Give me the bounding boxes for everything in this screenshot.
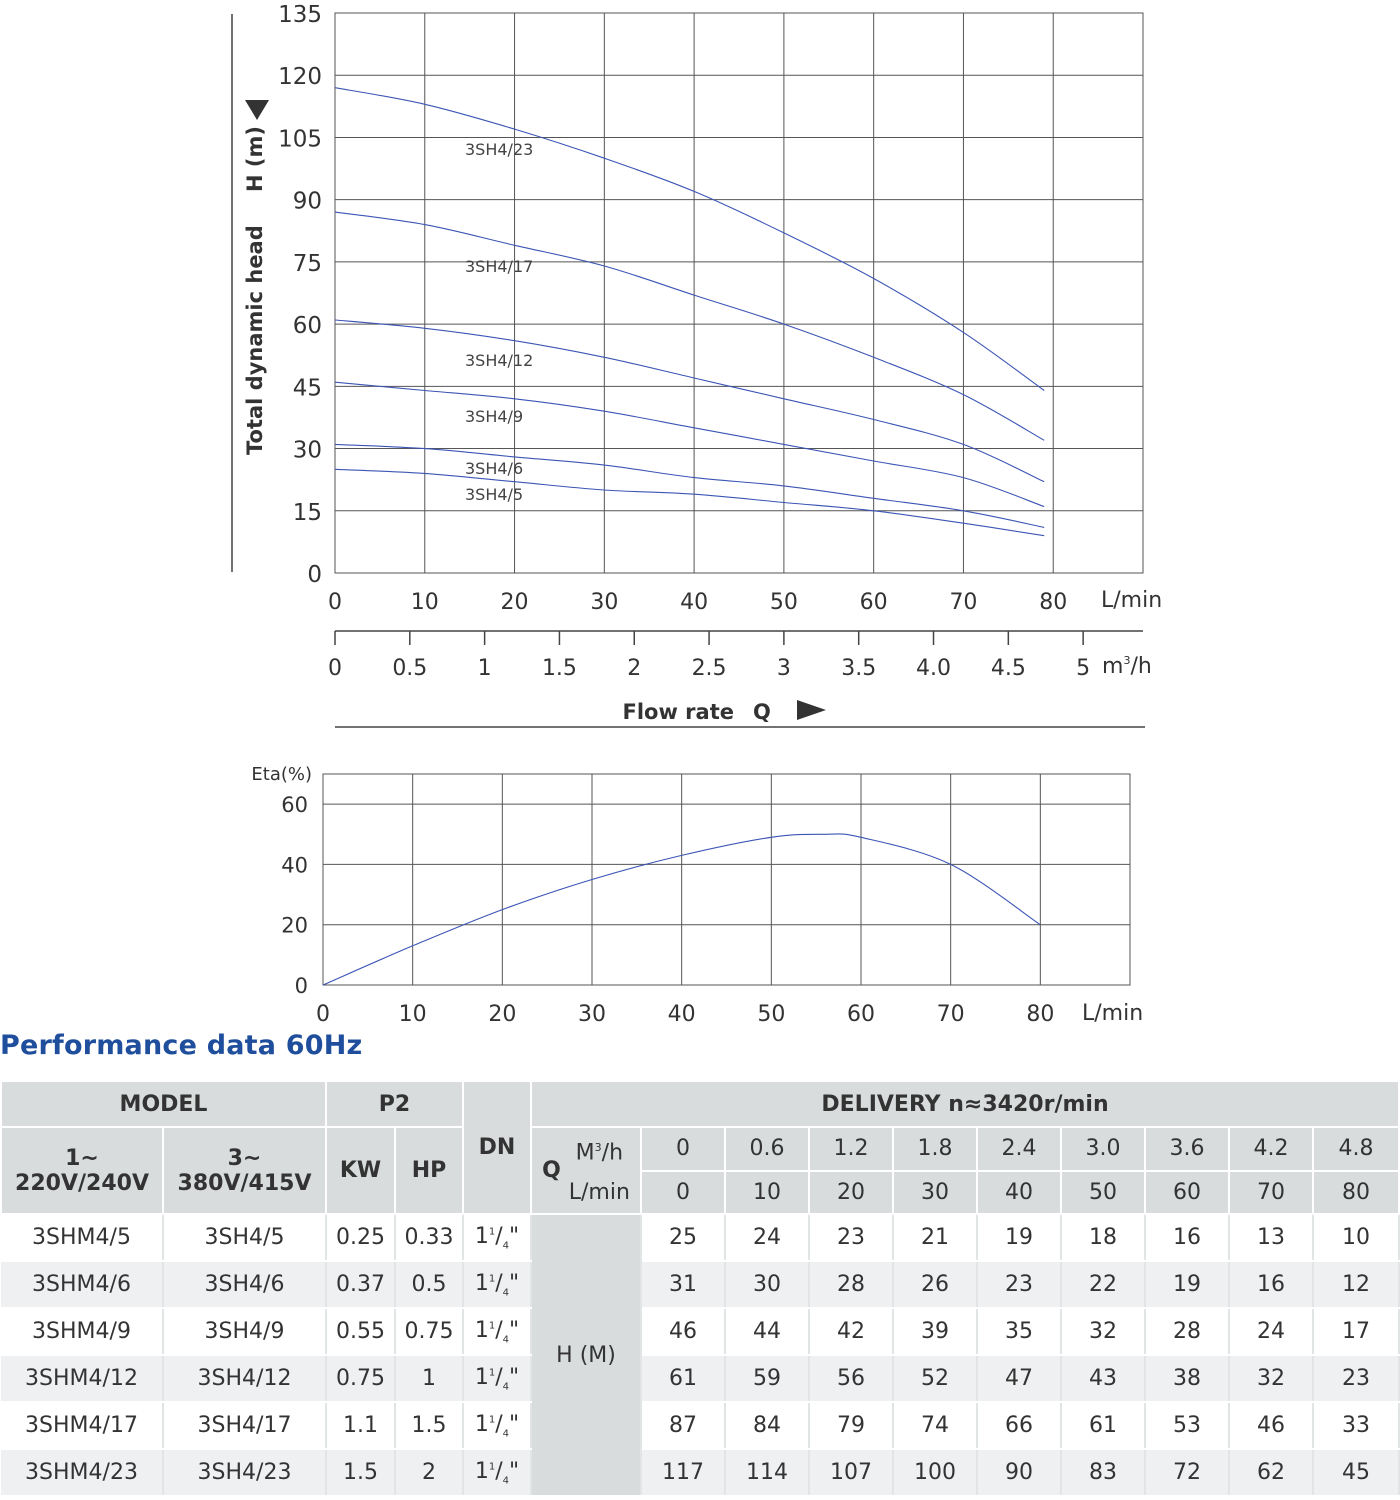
dn-cell: $1^1/_4$" xyxy=(463,1355,531,1402)
flow-m3h-cell: 2.4 xyxy=(977,1127,1061,1171)
flow-lmin-cell: 50 xyxy=(1061,1171,1145,1215)
flow-m3h-tick-label: 3.5 xyxy=(841,656,877,681)
head-curve-3 xyxy=(335,382,1044,506)
flow-m3h-tick-label: 1.5 xyxy=(541,656,577,681)
table-row xyxy=(1,1308,1399,1355)
head-value-cell: 43 xyxy=(1061,1355,1145,1402)
head-value-cell: 72 xyxy=(1145,1449,1229,1496)
model-three-phase-cell: 3SH4/17 xyxy=(163,1402,326,1449)
head-value-cell: 117 xyxy=(641,1449,725,1496)
head-y-tick-label: 60 xyxy=(292,313,322,340)
flow-m3h-cell: 3.0 xyxy=(1061,1127,1145,1171)
flow-m3h-cell: 0.6 xyxy=(725,1127,809,1171)
dn-cell: $1^1/_4$" xyxy=(463,1308,531,1355)
hp-cell: 0.75 xyxy=(395,1308,463,1355)
header-p2: P2 xyxy=(326,1081,463,1127)
head-value-cell: 62 xyxy=(1229,1449,1313,1496)
kw-cell: 0.75 xyxy=(326,1355,395,1402)
head-y-tick-label: 15 xyxy=(292,499,322,526)
flow-m3h-tick-label: 0 xyxy=(328,656,342,681)
performance-title: Performance data 60Hz xyxy=(0,1030,363,1061)
head-value-cell: 10 xyxy=(1313,1214,1399,1261)
eta-y-tick-label: 20 xyxy=(281,913,308,938)
head-x-tick-label: 10 xyxy=(410,590,439,615)
model-single-phase-cell: 3SHM4/23 xyxy=(1,1449,163,1496)
dn-cell: $1^1/_4$" xyxy=(463,1214,531,1261)
head-curve-2 xyxy=(335,320,1044,482)
head-value-cell: 33 xyxy=(1313,1402,1399,1449)
header-dn: DN xyxy=(463,1081,531,1214)
head-value-cell: 28 xyxy=(809,1261,893,1308)
head-x-tick-label: 50 xyxy=(769,590,798,615)
head-value-cell: 23 xyxy=(977,1261,1061,1308)
head-value-cell: 47 xyxy=(977,1355,1061,1402)
kw-cell: 0.37 xyxy=(326,1261,395,1308)
head-value-cell: 24 xyxy=(1229,1308,1313,1355)
flow-m3h-tick-label: 4.5 xyxy=(990,656,1026,681)
table-row xyxy=(1,1261,1399,1308)
head-value-cell: 84 xyxy=(725,1402,809,1449)
head-value-cell: 114 xyxy=(725,1449,809,1496)
head-y-tick-label: 105 xyxy=(278,126,322,153)
head-value-cell: 19 xyxy=(977,1214,1061,1261)
head-value-cell: 30 xyxy=(725,1261,809,1308)
head-curve-label: 3SH4/17 xyxy=(465,257,534,276)
head-value-cell: 61 xyxy=(641,1355,725,1402)
head-value-cell: 24 xyxy=(725,1214,809,1261)
head-value-cell: 21 xyxy=(893,1214,977,1261)
flow-m3h-cell: 0 xyxy=(641,1127,725,1171)
head-x-tick-label: 80 xyxy=(1039,590,1068,615)
flow-lmin-cell: 70 xyxy=(1229,1171,1313,1215)
head-x-tick-label: 20 xyxy=(500,590,529,615)
eta-x-tick-label: 40 xyxy=(667,1002,696,1027)
table-row xyxy=(1,1355,1399,1402)
head-value-cell: 66 xyxy=(977,1402,1061,1449)
head-value-cell: 107 xyxy=(809,1449,893,1496)
flow-m3h-tick-label: 2 xyxy=(627,656,642,681)
head-value-cell: 19 xyxy=(1145,1261,1229,1308)
head-curve-label: 3SH4/6 xyxy=(465,459,524,478)
flow-m3h-cell: 1.8 xyxy=(893,1127,977,1171)
head-value-cell: 83 xyxy=(1061,1449,1145,1496)
hp-cell: 2 xyxy=(395,1449,463,1496)
eta-x-unit: L/min xyxy=(1082,1001,1144,1026)
head-curve-4 xyxy=(335,444,1044,527)
head-unit-cell: H (M) xyxy=(531,1214,641,1496)
model-three-phase-cell: 3SH4/23 xyxy=(163,1449,326,1496)
head-value-cell: 23 xyxy=(1313,1355,1399,1402)
header-hp: HP xyxy=(395,1127,463,1214)
eta-chart-frame xyxy=(323,774,1130,985)
head-chart-frame xyxy=(335,13,1143,573)
head-value-cell: 13 xyxy=(1229,1214,1313,1261)
hp-cell: 1 xyxy=(395,1355,463,1402)
flow-m3h-cell: 1.2 xyxy=(809,1127,893,1171)
head-x-tick-label: 0 xyxy=(328,590,342,615)
head-value-cell: 35 xyxy=(977,1308,1061,1355)
head-value-cell: 32 xyxy=(1061,1308,1145,1355)
model-single-phase-cell: 3SHM4/12 xyxy=(1,1355,163,1402)
hp-cell: 1.5 xyxy=(395,1402,463,1449)
eta-x-tick-label: 60 xyxy=(847,1002,875,1027)
model-single-phase-cell: 3SHM4/6 xyxy=(1,1261,163,1308)
flow-lmin-cell: 30 xyxy=(893,1171,977,1215)
flow-arrow-icon xyxy=(797,700,826,720)
head-y-arrow-icon xyxy=(245,100,269,120)
flow-lmin-cell: 80 xyxy=(1313,1171,1399,1215)
kw-cell: 1.5 xyxy=(326,1449,395,1496)
head-curve-label: 3SH4/23 xyxy=(465,140,534,159)
head-value-cell: 46 xyxy=(1229,1402,1313,1449)
flow-m3h-tick-label: 0.5 xyxy=(392,656,428,681)
model-single-phase-cell: 3SHM4/5 xyxy=(1,1214,163,1261)
flow-lmin-cell: 0 xyxy=(641,1171,725,1215)
head-y-tick-label: 30 xyxy=(292,437,322,464)
header-single-phase: 1~ 220V/240V xyxy=(1,1127,163,1214)
head-value-cell: 25 xyxy=(641,1214,725,1261)
head-curve-label: 3SH4/9 xyxy=(465,407,524,426)
head-value-cell: 18 xyxy=(1061,1214,1145,1261)
head-value-cell: 46 xyxy=(641,1308,725,1355)
head-value-cell: 32 xyxy=(1229,1355,1313,1402)
eta-x-tick-label: 80 xyxy=(1026,1002,1055,1027)
flow-m3h-tick-label: 5 xyxy=(1076,656,1091,681)
model-three-phase-cell: 3SH4/12 xyxy=(163,1355,326,1402)
head-value-cell: 31 xyxy=(641,1261,725,1308)
head-value-cell: 87 xyxy=(641,1402,725,1449)
header-delivery: DELIVERY n≈3420r/min xyxy=(531,1081,1399,1127)
model-three-phase-cell: 3SH4/5 xyxy=(163,1214,326,1261)
head-y-axis-unit: H (m) xyxy=(243,126,267,192)
eta-x-tick-label: 10 xyxy=(398,1002,427,1027)
head-value-cell: 53 xyxy=(1145,1402,1229,1449)
head-value-cell: 26 xyxy=(893,1261,977,1308)
flow-m3h-tick-label: 2.5 xyxy=(691,656,727,681)
head-curve-label: 3SH4/5 xyxy=(465,485,524,504)
head-value-cell: 38 xyxy=(1145,1355,1229,1402)
head-y-tick-label: 90 xyxy=(292,188,322,215)
kw-cell: 0.25 xyxy=(326,1214,395,1261)
head-value-cell: 52 xyxy=(893,1355,977,1402)
head-value-cell: 100 xyxy=(893,1449,977,1496)
head-value-cell: 44 xyxy=(725,1308,809,1355)
table-row xyxy=(1,1214,1399,1261)
head-value-cell: 16 xyxy=(1229,1261,1313,1308)
head-x-tick-label: 70 xyxy=(949,590,978,615)
kw-cell: 0.55 xyxy=(326,1308,395,1355)
head-value-cell: 16 xyxy=(1145,1214,1229,1261)
dn-cell: $1^1/_4$" xyxy=(463,1261,531,1308)
flow-rate-symbol: Q xyxy=(753,700,771,724)
eta-x-tick-label: 50 xyxy=(757,1002,786,1027)
header-q-units: Q $M^3/h$ L/min xyxy=(531,1127,641,1214)
head-y-tick-label: 120 xyxy=(278,64,322,91)
table-row xyxy=(1,1402,1399,1449)
head-value-cell: 61 xyxy=(1061,1402,1145,1449)
flow-m3h-cell: 3.6 xyxy=(1145,1127,1229,1171)
dn-cell: $1^1/_4$" xyxy=(463,1449,531,1496)
head-value-cell: 39 xyxy=(893,1308,977,1355)
hp-cell: 0.33 xyxy=(395,1214,463,1261)
head-y-tick-label: 0 xyxy=(307,562,322,588)
eta-y-tick-label: 60 xyxy=(281,793,308,818)
hp-cell: 0.5 xyxy=(395,1261,463,1308)
model-three-phase-cell: 3SH4/9 xyxy=(163,1308,326,1355)
head-value-cell: 56 xyxy=(809,1355,893,1402)
head-curve-0 xyxy=(335,88,1044,391)
eta-y-tick-label: 40 xyxy=(281,853,308,878)
model-three-phase-cell: 3SH4/6 xyxy=(163,1261,326,1308)
head-x-unit-lmin: L/min xyxy=(1101,588,1163,613)
dn-cell: $1^1/_4$" xyxy=(463,1402,531,1449)
head-curve-label: 3SH4/12 xyxy=(465,351,534,370)
head-value-cell: 28 xyxy=(1145,1308,1229,1355)
flow-m3h-cell: 4.2 xyxy=(1229,1127,1313,1171)
head-value-cell: 59 xyxy=(725,1355,809,1402)
flow-m3h-cell: 4.8 xyxy=(1313,1127,1399,1171)
head-value-cell: 42 xyxy=(809,1308,893,1355)
flow-lmin-cell: 10 xyxy=(725,1171,809,1215)
eta-x-tick-label: 0 xyxy=(316,1002,330,1027)
table-row xyxy=(1,1449,1399,1496)
head-value-cell: 90 xyxy=(977,1449,1061,1496)
head-curve-5 xyxy=(335,469,1044,535)
eta-x-tick-label: 70 xyxy=(936,1002,965,1027)
model-single-phase-cell: 3SHM4/17 xyxy=(1,1402,163,1449)
head-value-cell: 79 xyxy=(809,1402,893,1449)
header-three-phase: 3~ 380V/415V xyxy=(163,1127,326,1214)
head-y-tick-label: 75 xyxy=(292,250,322,277)
kw-cell: 1.1 xyxy=(326,1402,395,1449)
flow-lmin-cell: 40 xyxy=(977,1171,1061,1215)
eta-y-axis-title: Eta(%) xyxy=(251,764,312,785)
head-value-cell: 17 xyxy=(1313,1308,1399,1355)
head-value-cell: 12 xyxy=(1313,1261,1399,1308)
head-value-cell: 45 xyxy=(1313,1449,1399,1496)
head-x-tick-label: 30 xyxy=(590,590,619,615)
head-x-tick-label: 60 xyxy=(859,590,888,615)
flow-rate-label: Flow rate xyxy=(622,700,734,724)
head-value-cell: 22 xyxy=(1061,1261,1145,1308)
flow-m3h-tick-label: 1 xyxy=(477,656,492,681)
head-y-axis-title: Total dynamic head xyxy=(243,225,267,455)
eta-x-tick-label: 30 xyxy=(578,1002,606,1027)
head-value-cell: 74 xyxy=(893,1402,977,1449)
model-single-phase-cell: 3SHM4/9 xyxy=(1,1308,163,1355)
head-curve-1 xyxy=(335,212,1044,440)
flow-m3h-unit-label: $m^3/h$ xyxy=(1102,654,1152,679)
header-model: MODEL xyxy=(1,1081,326,1127)
eta-y-tick-label: 0 xyxy=(294,974,308,998)
performance-table xyxy=(0,1080,1400,1497)
flow-lmin-cell: 20 xyxy=(809,1171,893,1215)
head-y-tick-label: 45 xyxy=(292,375,322,402)
header-kw: KW xyxy=(326,1127,395,1214)
eta-x-tick-label: 20 xyxy=(488,1002,517,1027)
performance-table-body xyxy=(1,1214,1399,1496)
flow-lmin-cell: 60 xyxy=(1145,1171,1229,1215)
head-y-tick-label: 135 xyxy=(278,2,322,28)
head-x-tick-label: 40 xyxy=(680,590,709,615)
flow-m3h-tick-label: 3 xyxy=(776,656,791,681)
head-value-cell: 23 xyxy=(809,1214,893,1261)
flow-m3h-tick-label: 4.0 xyxy=(916,656,952,681)
